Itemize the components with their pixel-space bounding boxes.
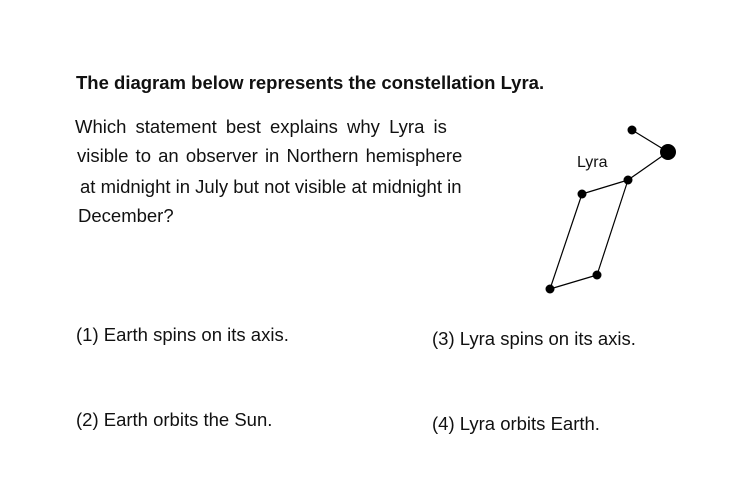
line-upper-left-to-lower-left: [550, 194, 582, 289]
line-lower-right-to-upper-right: [597, 180, 628, 275]
question-line-4: December?: [78, 205, 174, 226]
constellation-lines: [550, 130, 668, 289]
question-title: The diagram below represents the constellation Lyra.: [76, 72, 545, 93]
answer-choice-3[interactable]: (3) Lyra spins on its axis.: [432, 328, 636, 349]
star-lower-right: [593, 271, 602, 280]
constellation-label: Lyra: [577, 154, 608, 171]
answer-choice-4[interactable]: (4) Lyra orbits Earth.: [432, 413, 600, 434]
star-upper-right: [624, 176, 633, 185]
star-upper-left: [578, 190, 587, 199]
star-vega: [660, 144, 676, 160]
question-line-2: visible to an observer in Northern hemisphere: [77, 145, 463, 166]
star-top: [628, 126, 637, 135]
star-lower-left: [546, 285, 555, 294]
answer-choice-2[interactable]: (2) Earth orbits the Sun.: [76, 409, 273, 430]
line-upper-right-to-upper-left: [582, 180, 628, 194]
question-line-3: at midnight in July but not visible at midnight in: [80, 176, 462, 197]
line-lower-left-to-lower-right: [550, 275, 597, 289]
constellation-stars: [546, 126, 677, 294]
answer-choice-1[interactable]: (1) Earth spins on its axis.: [76, 324, 289, 345]
question-line-1: Which statement best explains why Lyra is: [75, 116, 447, 137]
